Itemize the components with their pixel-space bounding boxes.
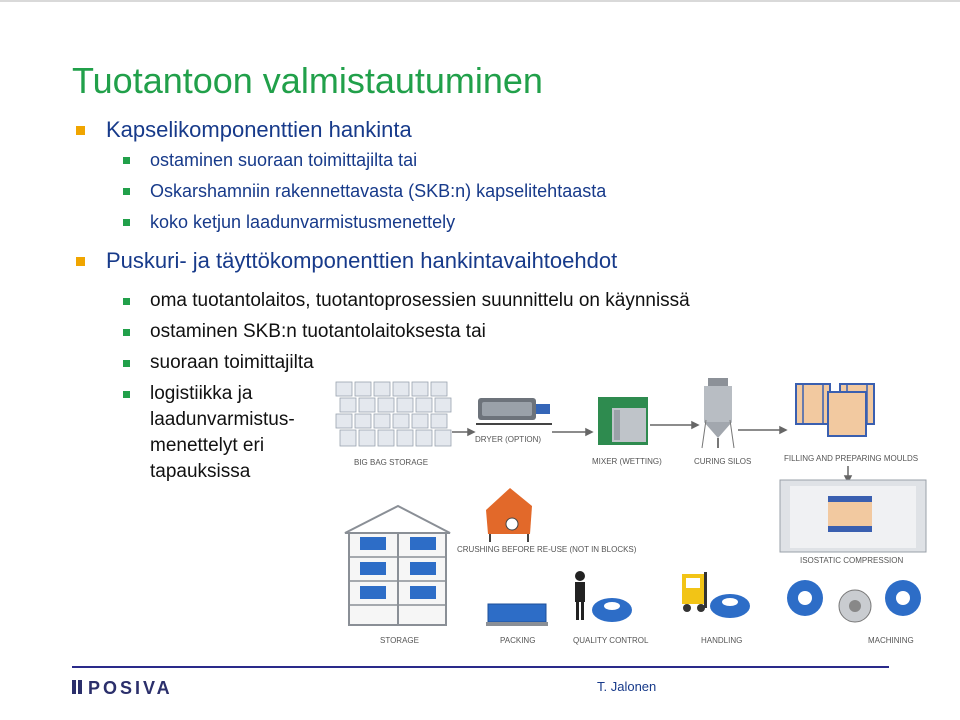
curing-silo-illustration xyxy=(702,378,734,448)
quality-control-illustration xyxy=(575,571,632,622)
footer-rule xyxy=(72,666,889,668)
bullet-level2: ostaminen suoraan toimittajilta tai xyxy=(150,150,418,170)
bullet-level2: suoraan toimittajilta xyxy=(150,352,314,373)
bullet-level2: koko ketjun laadunvarmistusmenettely xyxy=(150,212,456,232)
bullet-level1: Kapselikomponenttien hankinta xyxy=(106,117,412,142)
bullet-level1: Puskuri- ja täyttökomponenttien hankintavaihtoehdot xyxy=(106,248,618,273)
mixer-illustration xyxy=(598,397,648,445)
bullet-level2-line: menettelyt eri xyxy=(150,435,265,456)
footer-author: T. Jalonen xyxy=(597,679,657,694)
dryer-label: DRYER (OPTION) xyxy=(475,435,542,444)
handling-forklift-illustration xyxy=(682,572,750,618)
storage-label: STORAGE xyxy=(380,636,419,645)
crushing-illustration xyxy=(486,488,532,542)
packing-illustration xyxy=(486,604,548,626)
packing-label: PACKING xyxy=(500,636,536,645)
bullet-level2: Oskarshamniin rakennettavasta (SKB:n) kapselitehtaasta xyxy=(150,181,607,201)
isostatic-compression-illustration xyxy=(780,480,926,552)
crushing-label: CRUSHING BEFORE RE-USE (NOT IN BLOCKS) xyxy=(457,545,637,554)
storage-building-illustration xyxy=(345,506,450,625)
posiva-logo xyxy=(70,676,210,700)
filling-moulds-label: FILLING AND PREPARING MOULDS xyxy=(784,454,919,463)
posiva-logo-text: POSIVA xyxy=(88,678,173,698)
handling-label: HANDLING xyxy=(701,636,743,645)
mixer-label: MIXER (WETTING) xyxy=(592,457,662,466)
bullet-level2-line: laadunvarmistus- xyxy=(150,409,295,430)
big-bag-storage-illustration xyxy=(334,380,452,448)
dryer-illustration xyxy=(476,398,552,424)
bullet-level2-line: tapauksissa xyxy=(150,461,251,482)
bullet-level2: oma tuotantolaitos, tuotantoprosessien suunnittelu on käynnissä xyxy=(150,290,690,311)
curing-silos-label: CURING SILOS xyxy=(694,457,752,466)
big-bag-storage-label: BIG BAG STORAGE xyxy=(354,458,429,467)
bullet-level2-line: logistiikka ja xyxy=(150,383,253,404)
slide-title: Tuotantoon valmistautuminen xyxy=(72,60,543,101)
quality-control-label: QUALITY CONTROL xyxy=(573,636,649,645)
process-arrows xyxy=(452,422,851,482)
machining-label: MACHINING xyxy=(868,636,914,645)
filling-moulds-illustration xyxy=(796,384,874,436)
bullet-level2: ostaminen SKB:n tuotantolaitoksesta tai xyxy=(150,321,486,342)
isostatic-compression-label: ISOSTATIC COMPRESSION xyxy=(800,556,904,565)
machining-illustration xyxy=(787,580,921,622)
